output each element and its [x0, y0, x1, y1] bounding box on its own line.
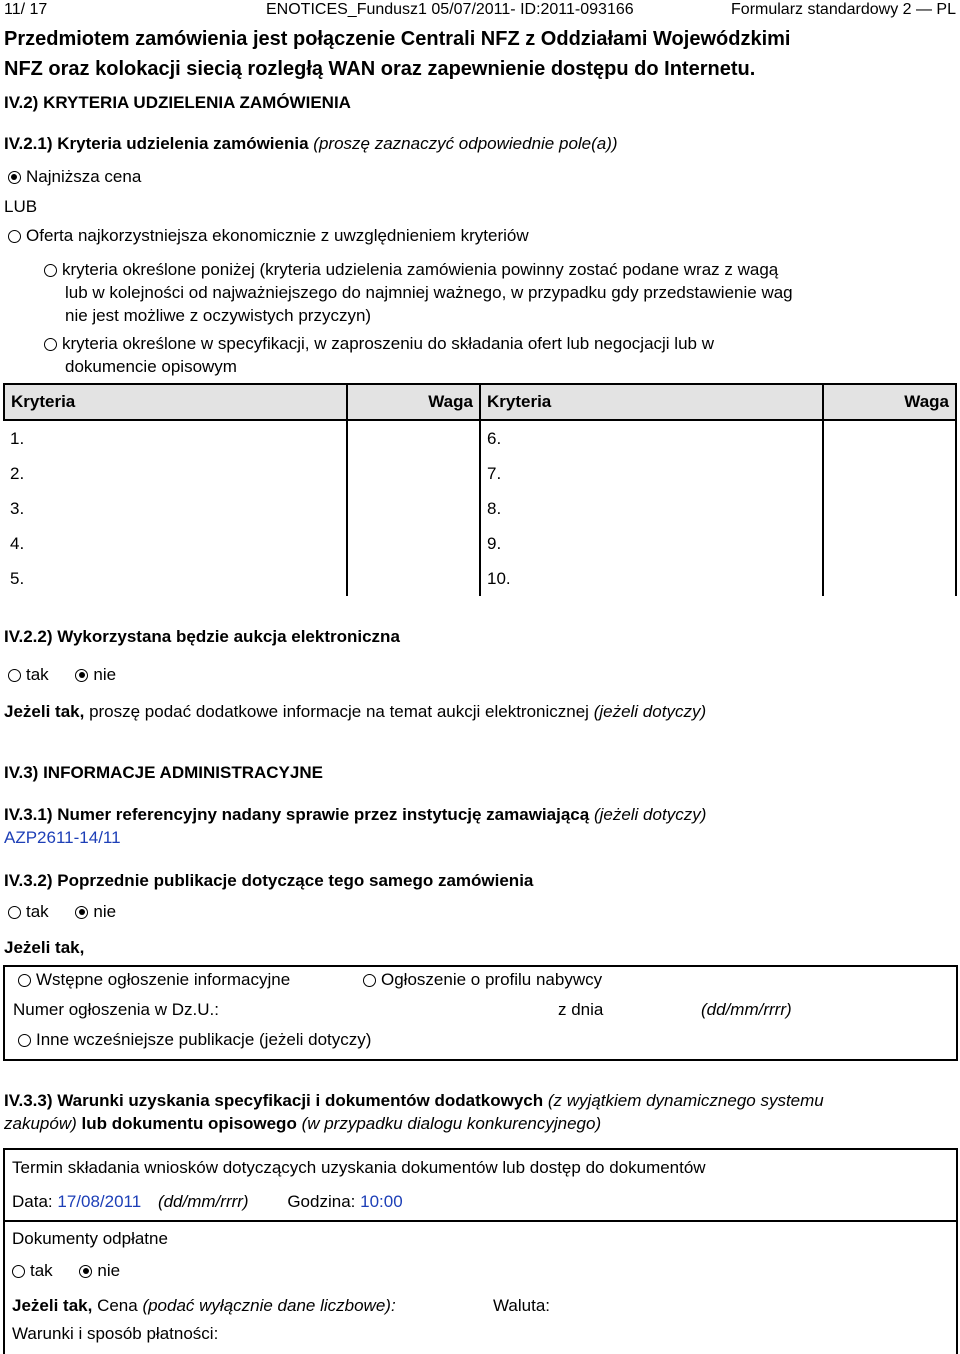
- auction-yes-option[interactable]: [8, 665, 49, 684]
- other-pub-option[interactable]: [18, 1030, 371, 1050]
- section-iv33-italic-b: zakupów): [4, 1114, 77, 1133]
- criteria-cell: 8.: [486, 498, 502, 518]
- date-format-label: (dd/mm/rrrr): [701, 1000, 792, 1019]
- criteria-cell: 1.: [10, 428, 25, 448]
- prior-pub-no-label: nie: [93, 902, 117, 921]
- criteria-spec-line-1: kryteria określone w specyfikacji, w zaproszeniu do składania ofert lub negocjacji lub w: [62, 334, 714, 353]
- box-divider: [5, 1220, 956, 1222]
- section-iv21-heading: [4, 134, 618, 154]
- of-date-label: z dnia: [558, 1000, 604, 1019]
- section-iv32-heading: IV.3.2) Poprzednie publikacje dotyczące tego samego zamówienia: [4, 871, 534, 890]
- paid-no-option[interactable]: [79, 1261, 120, 1280]
- table-row: [4, 420, 956, 456]
- option-meat-label: Oferta najkorzystniejsza ekonomicznie z uwzględnieniem kryteriów: [26, 226, 529, 245]
- radio-unchecked-icon[interactable]: [8, 906, 21, 919]
- oj-number-label: Numer ogłoszenia w Dz.U.:: [13, 1000, 219, 1019]
- radio-checked-icon[interactable]: [75, 669, 88, 682]
- header-criteria-2: Kryteria: [480, 384, 823, 420]
- prior-pub-if-yes: Jeżeli tak,: [4, 938, 85, 957]
- section-iv33-title-a: IV.3.3) Warunki uzyskania specyfikacji i dokumentów dodatkowych: [4, 1091, 544, 1110]
- header-weight-2: Waga: [823, 384, 956, 420]
- time-label: Godzina:: [287, 1192, 356, 1211]
- title-line-2: NFZ oraz kolokacji siecią rozległą WAN oraz zapewnienie dostępu do Internetu.: [4, 58, 756, 80]
- page-number: 11/ 17: [4, 1, 48, 18]
- auction-no-label: nie: [93, 665, 117, 684]
- deadline-values: [12, 1192, 403, 1212]
- reference-number: AZP2611-14/11: [4, 828, 121, 847]
- price-hint: (podać wyłącznie dane liczbowe):: [142, 1296, 396, 1315]
- radio-unchecked-icon[interactable]: [18, 974, 31, 987]
- pin-option[interactable]: [18, 970, 290, 990]
- auction-info-line: [4, 702, 706, 722]
- auction-yes-label: tak: [26, 665, 49, 684]
- auction-if-yes: Jeżeli tak,: [4, 702, 85, 721]
- date-value: 17/08/2011: [57, 1192, 142, 1211]
- table-row: [4, 456, 956, 491]
- weight-cell: [823, 561, 956, 596]
- table-row: [4, 561, 956, 596]
- criteria-cell: 10.: [486, 568, 511, 588]
- price-if-yes: Jeżeli tak,: [12, 1296, 93, 1315]
- buyer-profile-label: Ogłoszenie o profilu nabywcy: [381, 970, 603, 989]
- option-lowest-price-label: Najniższa cena: [26, 167, 142, 186]
- section-iv31-title: IV.3.1) Numer referencyjny nadany sprawie przez instytucję zamawiającą: [4, 805, 590, 824]
- section-iv22-heading: IV.2.2) Wykorzystana będzie aukcja elektroniczna: [4, 627, 400, 646]
- price-label: Cena: [97, 1296, 138, 1315]
- radio-unchecked-icon[interactable]: [44, 338, 57, 351]
- paid-yes-option[interactable]: [12, 1261, 53, 1280]
- prior-publications-box: [3, 965, 958, 1061]
- criteria-cell: 6.: [486, 428, 502, 448]
- weight-cell: [823, 491, 956, 526]
- radio-unchecked-icon[interactable]: [18, 1034, 31, 1047]
- section-iv31-hint: (jeżeli dotyczy): [593, 805, 707, 824]
- section-iv21-hint: (proszę zaznaczyć odpowiednie pole(a)): [313, 134, 618, 153]
- weight-cell: [347, 561, 480, 596]
- title-line-1: Przedmiotem zamówienia jest połączenie Centrali NFZ z Oddziałami Wojewódzkimi: [4, 28, 791, 50]
- auction-if-applicable: (jeżeli dotyczy): [593, 702, 707, 721]
- paid-docs-label: Dokumenty odpłatne: [12, 1229, 168, 1248]
- pin-label: Wstępne ogłoszenie informacyjne: [36, 970, 291, 989]
- documents-box: [3, 1148, 958, 1354]
- section-iv33-italic-a: (z wyjątkiem dynamicznego systemu: [547, 1091, 824, 1110]
- weight-cell: [347, 456, 480, 491]
- option-criteria-below[interactable]: [44, 258, 793, 327]
- radio-checked-icon[interactable]: [8, 171, 21, 184]
- weight-cell: [347, 420, 480, 456]
- weight-cell: [823, 526, 956, 561]
- criteria-table: [3, 383, 957, 596]
- weight-cell: [823, 420, 956, 456]
- payment-terms-label: Warunki i sposób płatności:: [12, 1324, 219, 1343]
- section-iv33-heading: [4, 1089, 824, 1135]
- criteria-cell: 7.: [486, 463, 502, 483]
- section-iv33-title-b: lub dokumentu opisowego: [81, 1114, 297, 1133]
- radio-checked-icon[interactable]: [75, 906, 88, 919]
- form-name: Formularz standardowy 2 — PL: [731, 1, 956, 18]
- section-iv2-heading: IV.2) KRYTERIA UDZIELENIA ZAMÓWIENIA: [4, 93, 351, 112]
- table-row: [4, 526, 956, 561]
- radio-unchecked-icon[interactable]: [8, 230, 21, 243]
- date-format: (dd/mm/rrrr): [157, 1192, 249, 1211]
- paid-no-label: nie: [97, 1261, 121, 1280]
- criteria-below-line-1: kryteria określone poniżej (kryteria udzielenia zamówienia powinny zostać podane wraz z wagą: [62, 260, 779, 279]
- header-weight-1: Waga: [347, 384, 480, 420]
- criteria-cell: 3.: [10, 498, 25, 518]
- paid-docs-radio-group: [12, 1261, 120, 1281]
- radio-unchecked-icon[interactable]: [12, 1265, 25, 1278]
- radio-unchecked-icon[interactable]: [44, 264, 57, 277]
- or-label: LUB: [4, 197, 38, 216]
- price-line: [12, 1296, 396, 1316]
- prior-pub-yes-option[interactable]: [8, 902, 49, 921]
- weight-cell: [823, 456, 956, 491]
- date-label: Data:: [12, 1192, 53, 1211]
- auction-radio-group: [8, 665, 116, 685]
- other-pub-label: Inne wcześniejsze publikacje (jeżeli dotyczy): [36, 1030, 372, 1049]
- option-meat[interactable]: [8, 226, 529, 246]
- paid-yes-label: tak: [30, 1261, 53, 1280]
- prior-pub-yes-label: tak: [26, 902, 49, 921]
- radio-unchecked-icon[interactable]: [363, 974, 376, 987]
- criteria-table-header: [4, 384, 956, 420]
- criteria-cell: 5.: [10, 568, 25, 588]
- option-criteria-spec[interactable]: [44, 332, 714, 378]
- section-iv3-heading: IV.3) INFORMACJE ADMINISTRACYJNE: [4, 763, 323, 782]
- criteria-cell: 2.: [10, 463, 25, 483]
- option-lowest-price[interactable]: [8, 167, 141, 187]
- criteria-below-line-2: lub w kolejności od najważniejszego do najmniej ważnego, w przypadku gdy przedstawienie wag: [65, 283, 793, 302]
- criteria-below-line-3: nie jest możliwe z oczywistych przyczyn): [65, 306, 372, 325]
- deadline-label: Termin składania wniosków dotyczących uzyskania dokumentów lub dostęp do dokumentów: [12, 1158, 706, 1177]
- table-row: [4, 491, 956, 526]
- section-iv31-heading: [4, 805, 706, 825]
- weight-cell: [347, 491, 480, 526]
- auction-info-text: proszę podać dodatkowe informacje na temat aukcji elektronicznej: [89, 702, 589, 721]
- auction-no-option[interactable]: [75, 665, 116, 684]
- weight-cell: [347, 526, 480, 561]
- section-iv21-title: IV.2.1) Kryteria udzielenia zamówienia: [4, 134, 309, 153]
- time-value: 10:00: [360, 1192, 403, 1211]
- buyer-profile-option[interactable]: [363, 970, 602, 990]
- document-title: [4, 24, 790, 84]
- criteria-spec-line-2: dokumencie opisowym: [65, 357, 237, 376]
- header-criteria-1: Kryteria: [4, 384, 347, 420]
- prior-pub-no-option[interactable]: [75, 902, 116, 921]
- criteria-cell: 4.: [10, 533, 25, 553]
- prior-pub-radio-group: [8, 902, 116, 922]
- currency-label: Waluta:: [493, 1296, 551, 1315]
- criteria-cell: 9.: [486, 533, 502, 553]
- section-iv33-italic-c: (w przypadku dialogu konkurencyjnego): [301, 1114, 602, 1133]
- radio-unchecked-icon[interactable]: [8, 669, 21, 682]
- radio-checked-icon[interactable]: [79, 1265, 92, 1278]
- page-header: [4, 1, 956, 23]
- document-id: ENOTICES_Fundusz1 05/07/2011- ID:2011-093166: [266, 1, 634, 18]
